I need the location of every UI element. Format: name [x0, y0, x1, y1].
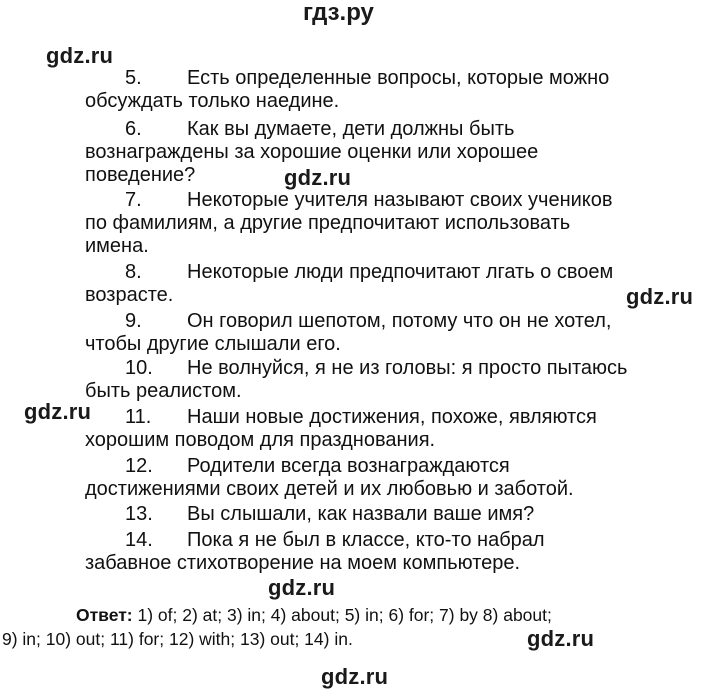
answer-text: 1) of; 2) at; 3) in; 4) about; 5) in; 6) for; 7) by 8) about; [137, 605, 552, 625]
item-text: забавное стихотворение на моем компьютере. [85, 552, 521, 574]
item-text: Есть определенные вопросы, которые можно [187, 67, 610, 89]
watermark: gdz.ru [626, 284, 694, 309]
item-text: быть реалистом. [85, 380, 242, 402]
answer-line [76, 605, 552, 626]
item-text: Вы слышали, как назвали ваше имя? [187, 503, 535, 525]
item-text: Некоторые люди предпочитают лгать о своем [187, 261, 614, 283]
item-number: 8. [125, 261, 142, 283]
answer-label: Ответ: [76, 605, 133, 625]
item-text: по фамилиям, а другие предпочитают использовать [85, 212, 571, 234]
site-title: гдз.ру [303, 0, 374, 26]
item-text: Родители всегда вознаграждаются [187, 455, 510, 477]
item-number: 7. [125, 189, 142, 211]
item-number: 12. [125, 455, 153, 477]
item-text: достижениями своих детей и их любовью и заботой. [85, 478, 574, 500]
item-text: Некоторые учителя называют своих учеников [187, 189, 613, 211]
item-number: 9. [125, 310, 142, 332]
item-text: Пока я не был в классе, кто-то набрал [187, 529, 545, 551]
item-text: хорошим поводом для празднования. [85, 429, 436, 451]
answer-text: 9) in; 10) out; 11) for; 12) with; 13) out; 14) in. [2, 629, 353, 649]
item-text: возрасте. [85, 284, 174, 306]
item-number: 5. [125, 67, 142, 89]
item-number: 10. [125, 357, 153, 379]
item-text: Наши новые достижения, похоже, являются [187, 406, 597, 428]
item-text: Не волнуйся, я не из головы: я просто пытаюсь [187, 357, 628, 379]
item-text: Он говорил шепотом, потому что он не хотел, [187, 310, 612, 332]
watermark: gdz.ru [321, 664, 389, 689]
item-text: обсуждать только наедине. [85, 90, 340, 112]
item-number: 14. [125, 529, 153, 551]
watermark: gdz.ru [268, 575, 336, 600]
item-text: имена. [85, 235, 149, 257]
item-text: чтобы другие слышали его. [85, 333, 341, 355]
watermark: gdz.ru [527, 626, 595, 651]
item-text: поведение? [85, 164, 196, 186]
item-text: вознаграждены за хорошие оценки или хорошее [85, 141, 539, 163]
watermark: gdz.ru [284, 165, 352, 190]
item-text: Как вы думаете, дети должны быть [187, 118, 515, 140]
item-number: 13. [125, 503, 153, 525]
watermark: gdz.ru [46, 43, 114, 68]
watermark: gdz.ru [24, 399, 92, 424]
item-number: 11. [125, 406, 152, 428]
item-number: 6. [125, 118, 142, 140]
